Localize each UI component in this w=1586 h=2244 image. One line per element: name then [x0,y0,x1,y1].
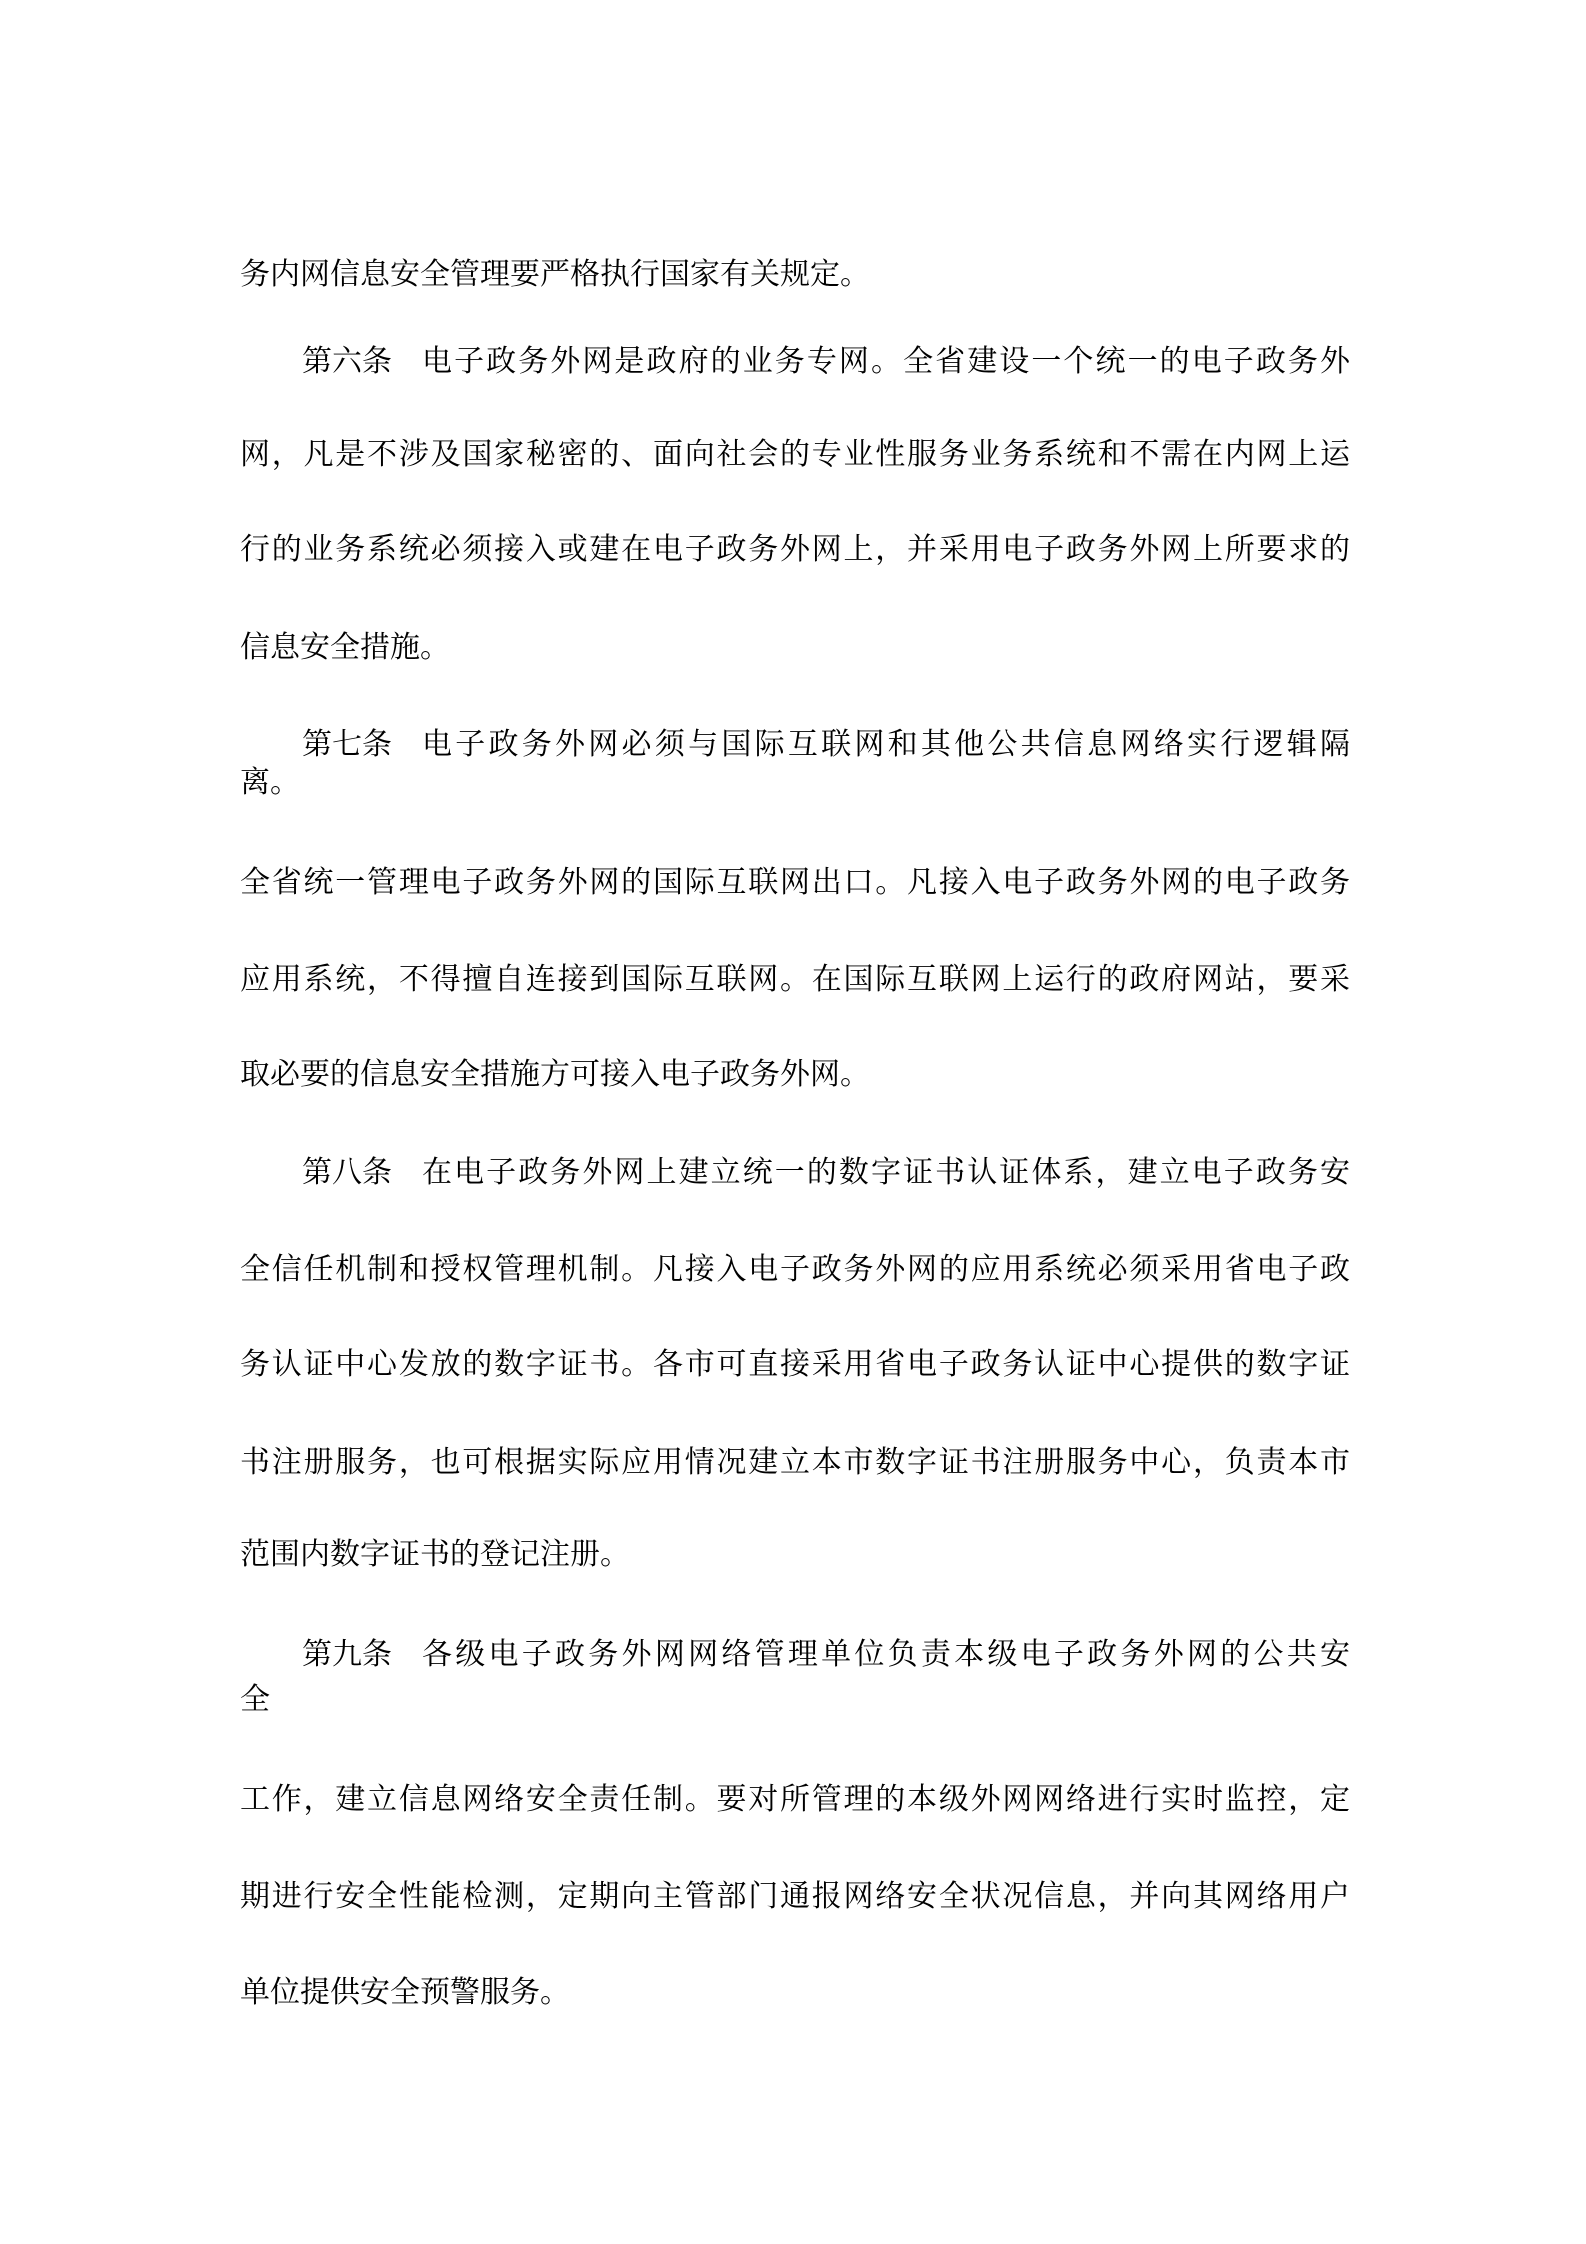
paragraph-line: 取必要的信息安全措施方可接入电子政务外网。 [240,1057,870,1092]
article-text: 电子政务外网必须与国际互联网和其他公共信息网络实行逻辑隔 [422,727,1350,762]
paragraph-line: 工作，建立信息网络安全责任制。要对所管理的本级外网网络进行实时监控，定 [240,1782,1350,1817]
paragraph-line: 全省统一管理电子政务外网的国际互联网出口。凡接入电子政务外网的电子政务 [240,865,1350,900]
paragraph-line: 单位提供安全预警服务。 [240,1975,570,2010]
paragraph-line: 务认证中心发放的数字证书。各市可直接采用省电子政务认证中心提供的数字证 [240,1347,1350,1382]
paragraph-line: 信息安全措施。 [240,630,450,665]
paragraph-line: 应用系统，不得擅自连接到国际互联网。在国际互联网上运行的政府网站，要采 [240,962,1350,997]
paragraph-line: 离。 [240,765,300,800]
article-text: 各级电子政务外网网络管理单位负责本级电子政务外网的公共安 [422,1637,1350,1672]
article-number: 第八条 [302,1155,392,1190]
paragraph-line: 期进行安全性能检测，定期向主管部门通报网络安全状况信息，并向其网络用户 [240,1879,1350,1914]
article-6-heading-line [302,342,1350,382]
article-text: 电子政务外网是政府的业务专网。全省建设一个统一的电子政务外 [422,344,1350,379]
article-7-heading-line [302,725,1350,765]
article-number: 第六条 [302,344,392,379]
paragraph-line: 网，凡是不涉及国家秘密的、面向社会的专业性服务业务系统和不需在内网上运 [240,437,1350,472]
paragraph-line: 行的业务系统必须接入或建在电子政务外网上，并采用电子政务外网上所要求的 [240,532,1350,567]
paragraph-line: 全 [240,1682,270,1717]
article-number: 第九条 [302,1637,392,1672]
article-8-heading-line [302,1153,1350,1193]
paragraph-line: 书注册服务，也可根据实际应用情况建立本市数字证书注册服务中心，负责本市 [240,1445,1350,1480]
article-text: 在电子政务外网上建立统一的数字证书认证体系，建立电子政务安 [422,1155,1350,1190]
article-number: 第七条 [302,727,392,762]
paragraph-line: 全信任机制和授权管理机制。凡接入电子政务外网的应用系统必须采用省电子政 [240,1252,1350,1287]
paragraph-line: 范围内数字证书的登记注册。 [240,1537,630,1572]
paragraph-line: 务内网信息安全管理要严格执行国家有关规定。 [240,257,870,292]
article-9-heading-line [302,1635,1350,1675]
